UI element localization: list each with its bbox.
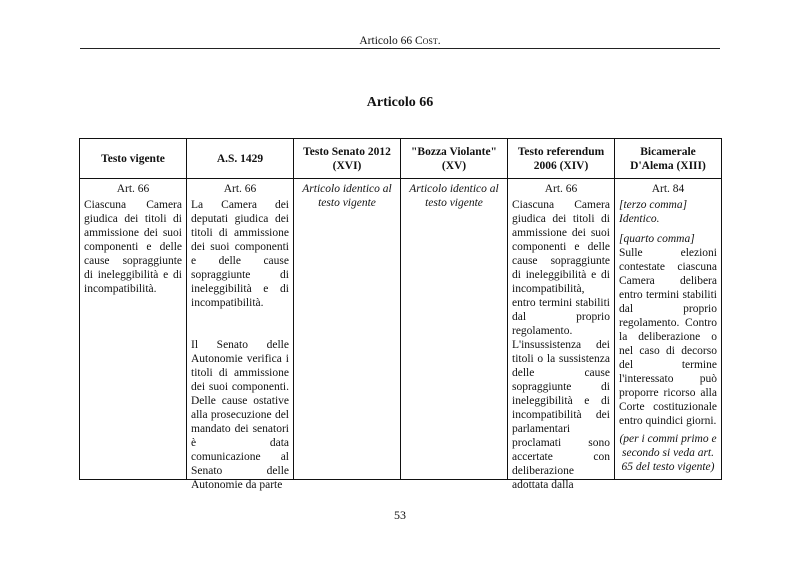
article-text: Il Senato delle Autonomie verifica i titoli di ammissione dei suoi componenti. Delle cause ostative alla prosecuzione del mandato dei senatori è data comunicazione al Senato delle Autonomie da parte [191,339,289,491]
article-text: La Camera dei deputati giudica dei titoli di ammissione dei suoi componenti e delle cause sopraggiunte di ineleggibilità e di incompatibilità. [191,199,289,309]
column-header: A.S. 1429 [187,139,294,179]
comma-reference: [terzo comma] [619,199,688,211]
running-title-smallcaps: Cost. [414,35,441,47]
column-header: Testo vigente [80,139,187,179]
article-text: Ciascuna Camera giudica dei titoli di ammissione dei suoi componenti e delle cause sopraggiunte di ineleggibilità e di incompatibilità. [84,199,182,295]
article-number: Art. 66 [544,183,578,195]
table-cell [294,179,401,480]
article-number: Art. 66 [223,183,257,195]
page-number: 53 [394,508,406,522]
cross-reference-note: (per i commi primo e secondo si veda art. 65 del testo vigente) [619,433,717,473]
article-text: Ciascuna Camera giudica dei titoli di ammissione dei suoi componenti e delle cause sopraggiunte di ineleggibilità e di incompatibilità, entro termini stabiliti dal proprio regolamento. L'insussistenza dei titoli o la sussistenza delle cause sopraggiunte di ineleggibilità e di incompatibilità dei parlamentari proclamati sono accertate con deliberazione adottata dalla [512,199,610,491]
table-cell [80,179,187,480]
article-text: Identico. [619,213,660,225]
article-number: Art. 66 [116,183,150,195]
column-header: "Bozza Violante" (XV) [401,139,508,179]
table-cell [187,179,294,491]
identical-note: Articolo identico al testo vigente [302,183,392,209]
comparison-table [79,138,722,491]
article-number: Art. 84 [651,183,685,195]
article-text: Sulle elezioni contestate ciascuna Camera delibera entro termini stabiliti dal proprio regolamento. Contro la deliberazione o nel caso di decorso del termine l'interessato può proporre ricorso alla Corte costituzionale entro quindici giorni. [619,247,717,427]
table-header-row [80,139,722,179]
column-header: Testo Senato 2012 (XVI) [294,139,401,179]
article-title: Articolo 66 [366,95,434,110]
table-cell [615,179,722,480]
running-title: Articolo 66 [359,35,413,47]
running-header [80,35,720,47]
comma-reference: [quarto comma] [619,233,695,245]
identical-note: Articolo identico al testo vigente [409,183,499,209]
table-cell [401,179,508,480]
header-rule [80,48,720,49]
table-row [80,179,722,480]
column-header: Testo referendum 2006 (XIV) [508,139,615,179]
column-header: Bicamerale D'Alema (XIII) [615,139,722,179]
table-cell [508,179,615,491]
